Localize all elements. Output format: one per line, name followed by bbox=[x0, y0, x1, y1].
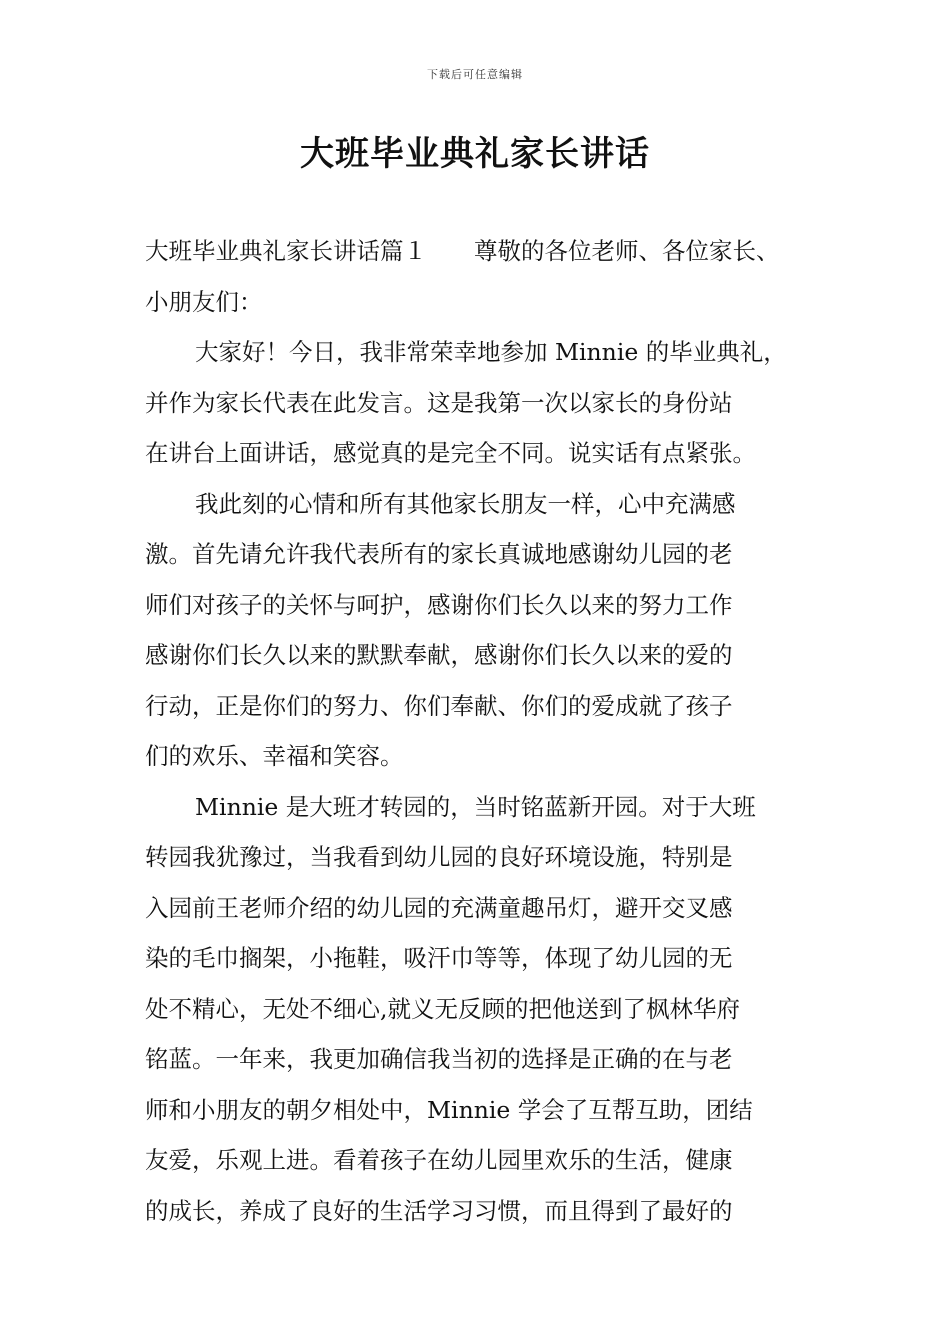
body-line: 并作为家长代表在此发言。这是我第一次以家长的身份站 bbox=[145, 388, 733, 417]
body-line: 染的毛巾搁架，小拖鞋，吸汗巾等等，体现了幼儿园的无 bbox=[145, 944, 733, 972]
body-line: 入园前王老师介绍的幼儿园的充满童趣吊灯，避开交叉感 bbox=[145, 893, 733, 922]
body-line: 在讲台上面讲话，感觉真的是完全不同。说实话有点紧张。 bbox=[145, 439, 756, 467]
body-line: 大班毕业典礼家长讲话篇１ 尊敬的各位老师、各位家长、 bbox=[145, 237, 780, 265]
body-line: Minnie 是大班才转园的，当时铭蓝新开园。对于大班 bbox=[195, 792, 756, 821]
body-line: 友爱，乐观上进。看着孩子在幼儿园里欢乐的生活，健康 bbox=[145, 1146, 733, 1174]
header-note: 下载后可任意编辑 bbox=[427, 68, 523, 81]
body-line: 大家好！今日，我非常荣幸地参加 Minnie 的毕业典礼， bbox=[195, 338, 787, 366]
body-line: 小朋友们： bbox=[145, 287, 263, 316]
body-line: 的成长，养成了良好的生活学习习惯，而且得到了最好的 bbox=[145, 1196, 733, 1225]
body-line: 我此刻的心情和所有其他家长朋友一样，心中充满感 bbox=[195, 489, 736, 518]
body-line: 师们对孩子的关怀与呵护，感谢你们长久以来的努力工作 bbox=[145, 590, 733, 619]
document-body bbox=[145, 226, 805, 1236]
body-line: 们的欢乐、幸福和笑容。 bbox=[145, 742, 404, 770]
body-line: 处不精心，无处不细心,就义无反顾的把他送到了枫林华府 bbox=[145, 994, 740, 1023]
body-line: 转园我犹豫过，当我看到幼儿园的良好环境设施，特别是 bbox=[145, 843, 733, 871]
body-line: 师和小朋友的朝夕相处中，Minnie 学会了互帮互助，团结 bbox=[145, 1095, 753, 1124]
body-line: 激。首先请允许我代表所有的家长真诚地感谢幼儿园的老 bbox=[145, 540, 733, 568]
body-line: 铭蓝。一年来，我更加确信我当初的选择是正确的在与老 bbox=[145, 1045, 733, 1073]
body-line: 行动，正是你们的努力、你们奉献、你们的爱成就了孩子 bbox=[145, 691, 733, 720]
body-line: 感谢你们长久以来的默默奉献，感谢你们长久以来的爱的 bbox=[145, 641, 733, 669]
document-title: 大班毕业典礼家长讲话 bbox=[300, 134, 650, 174]
